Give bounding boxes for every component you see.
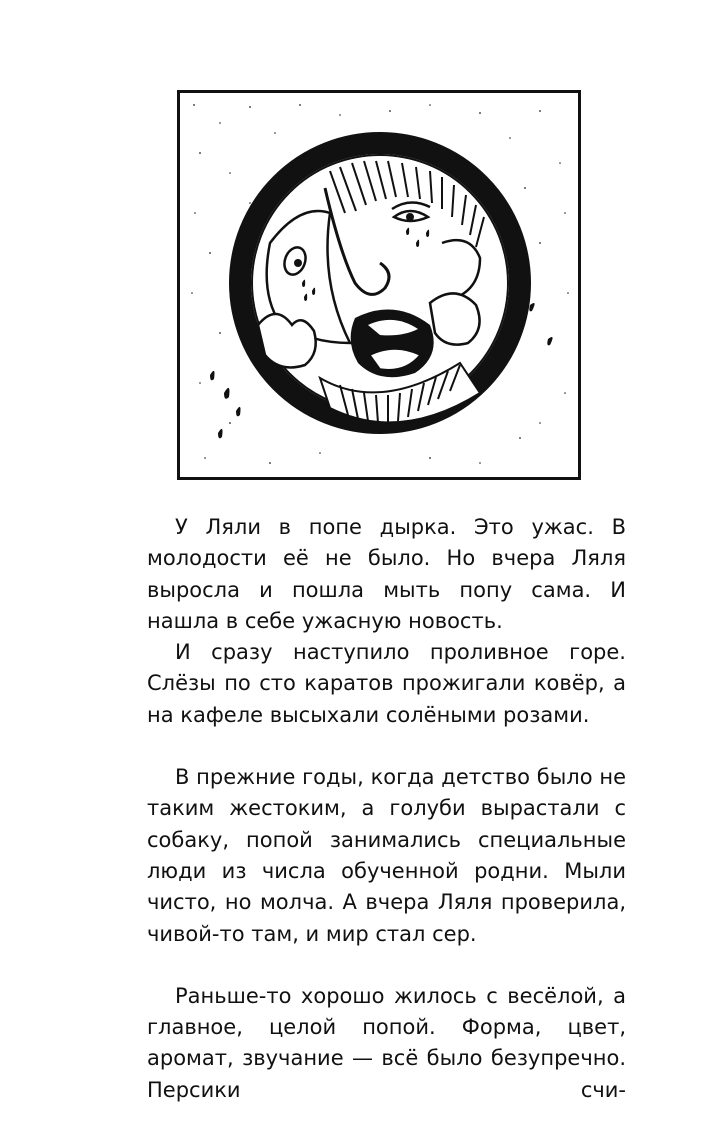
paragraph-1: У Ляли в попе дырка. Это ужас. В молодости её не было. Но вчера Ляля выросла и пошла мыть попу сама. И нашла в себе ужасную новость. [147,515,626,633]
crying-face-illustration [180,93,578,477]
story-text [147,512,626,1106]
hand-right [430,293,480,344]
illustration [177,90,581,480]
paragraph-3: В прежние годы, когда детство было не таким жестоким, а голуби вырастали с собаку, попой занимались специальные люди из числа обученной родни. Мыли чисто, но молча. А вчера Ляля проверила, чивой-то там, и мир стал сер. [147,765,626,946]
paragraph-4: Раньше-то хорошо жилось с весёлой, а главное, целой попой. Форма, цвет, аромат, звучание — всё было безупречно. Персики счи- [147,983,626,1102]
mouth [351,309,434,377]
paragraph-2: И сразу наступило проливное горе. Слёзы по сто каратов прожигали ковёр, а на кафеле высыхали солёными розами. [147,640,626,727]
